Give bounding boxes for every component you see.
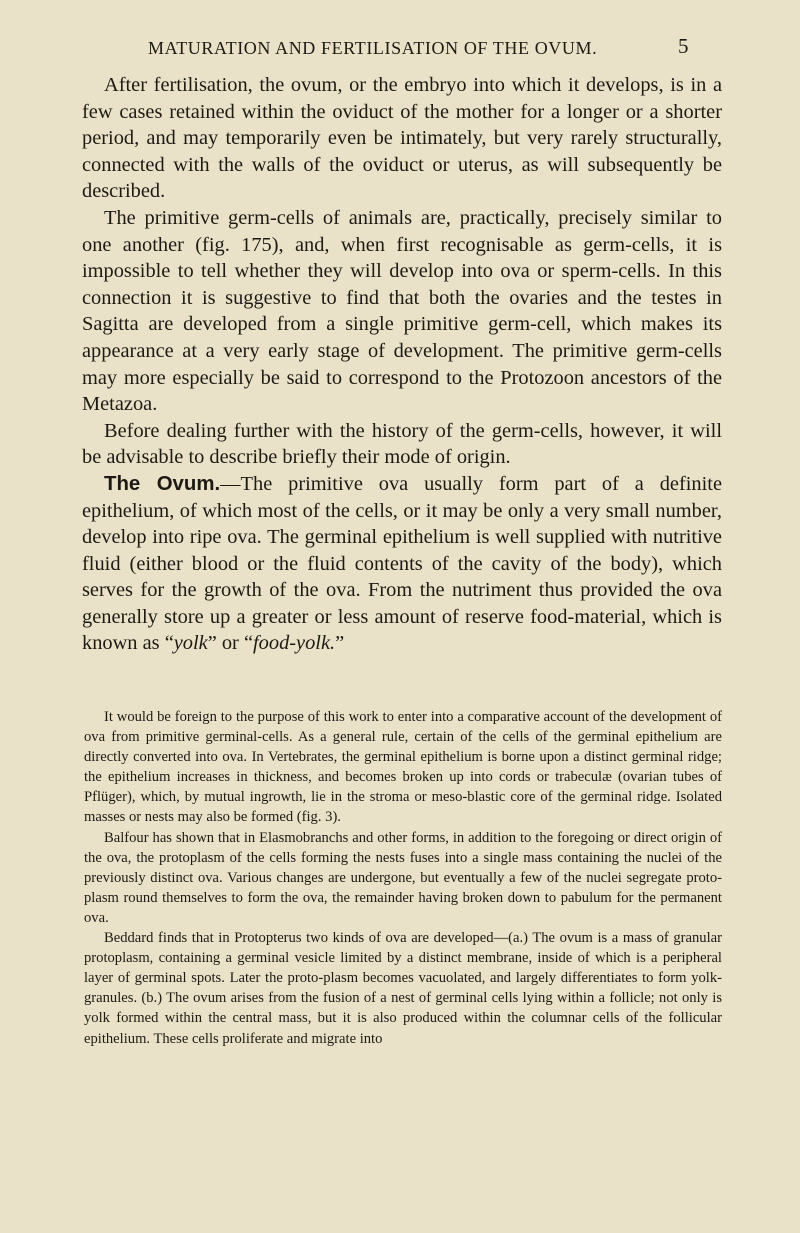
ovum-text-end: ” xyxy=(335,632,345,655)
small-print-notes xyxy=(84,707,722,1049)
term-food-yolk: food-yolk. xyxy=(253,632,336,655)
page-header xyxy=(0,34,800,64)
note-paragraph-balfour: Balfour has shown that in Elasmobranchs and other forms, in addition to the foregoing or direct origin of the ova, the protoplasm of the cells forming the nests fuses into a single mass containing the nuclei of the previously distinct ova. Various changes are undergone, but eventually a few of the nuclei segregate proto-plasm round themselves to form the ova, the remainder having broken down to pabulum for the permanent ova. xyxy=(84,829,722,926)
paragraph-fertilisation: After fertilisation, the ovum, or the embryo into which it develops, is in a few cases retained within the oviduct of the mother for a longer or a shorter period, and may temporarily even be intimately, but very rarely structurally, connected with the walls of the oviduct or uterus, as will subsequently be described. xyxy=(82,74,722,203)
paragraph-the-ovum xyxy=(82,471,722,657)
ovum-text-join: ” or “ xyxy=(207,632,254,655)
term-yolk: yolk xyxy=(173,632,208,655)
note-paragraph-origin: It would be foreign to the purpose of this work to enter into a comparative account of the development of ova from primitive germinal-cells. As a general rule, certain of the cells of the germinal epithelium are directly converted into ova. In Vertebrates, the germinal epithelium is borne upon a distinct germinal ridge; the epithelium increases in thickness, and becomes broken up into cords or trabeculæ (ovarian tubes of Pflüger), which, by mutual ingrowth, lie in the stroma or meso-blastic core of the germinal ridge. Isolated masses or nests may also be formed (fig. 3). xyxy=(84,709,722,826)
paragraph-before-dealing: Before dealing further with the history of the germ-cells, however, it will be advisable to describe briefly their mode of origin. xyxy=(82,419,722,469)
page-number: 5 xyxy=(678,34,689,58)
paragraph-germ-cells: The primitive germ-cells of animals are, practically, precisely similar to one another (fig. 175), and, when first recognisable as germ-cells, it is impossible to tell whether they will develop into ova or sperm-cells. In this connection it is suggestive to find that both the ovaries and the testes in Sagitta are developed from a single primitive germ-cell, which makes its appearance at a very early stage of development. The primitive germ-cells may more especially be said to correspond to the Protozoon ancestors of the Metazoa. xyxy=(82,206,722,416)
note-paragraph-beddard: Beddard finds that in Protopterus two kinds of ova are developed—(a.) The ovum is a mass of granular protoplasm, containing a germinal vesicle limited by a distinct membrane, inside of which is a peripheral layer of germinal spots. Later the proto-plasm becomes vacuolated, and largely differentiates to form yolk-granules. (b.) The ovum arises from the fusion of a nest of germinal cells lying within a follicle; not only is yolk formed within the central mass, but it is also produced within the columnar cells of the follicular epithelium. These cells proliferate and migrate into xyxy=(84,930,722,1047)
section-heading-ovum: The Ovum. xyxy=(104,472,221,495)
ovum-text: —The primitive ova usually form part of a definite epithelium, of which most of the cells, or it may be only a very small number, develop into ripe ova. The germinal epithelium is well supplied with nutritive fluid (either blood or the fluid contents of the cavity of the body), which serves for the growth of the ova. From the nutriment thus provided the ova generally store up a greater or less amount of reserve food-material, which is known as “ xyxy=(82,472,722,655)
main-text xyxy=(82,72,722,657)
running-title: MATURATION AND FERTILISATION OF THE OVUM. xyxy=(148,38,598,58)
